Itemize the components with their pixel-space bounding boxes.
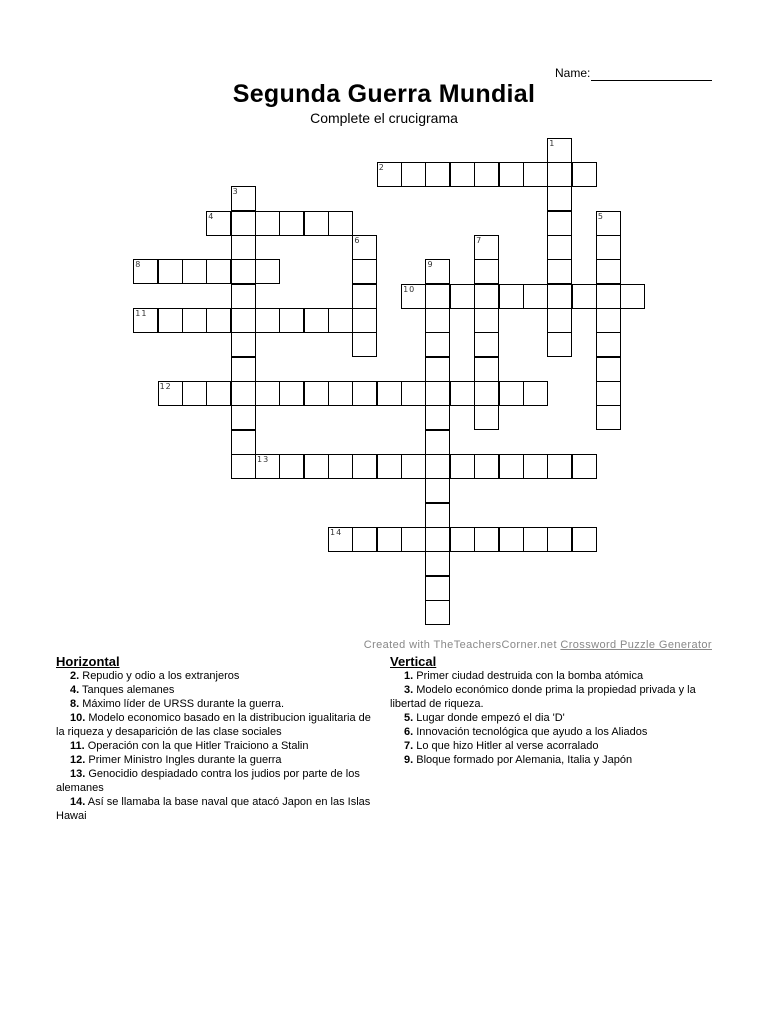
grid-cell[interactable] [231, 381, 256, 406]
clue-number: 6 [354, 235, 361, 245]
grid-cell[interactable] [572, 162, 597, 187]
grid-cell[interactable] [474, 405, 499, 430]
grid-cell[interactable] [304, 454, 329, 479]
clue-text: Modelo economico basado en la distribucion igualitaria de la riqueza y desaparición de las clase sociales [56, 712, 371, 738]
grid-cell[interactable] [352, 381, 377, 406]
grid-cell[interactable] [425, 527, 450, 552]
grid-cell[interactable] [523, 527, 548, 552]
clue-number-label: 3. [404, 684, 414, 696]
down-clue-3 [390, 683, 720, 711]
grid-cell[interactable] [572, 284, 597, 309]
grid-cell[interactable] [425, 284, 450, 309]
clue-number: 2 [378, 162, 385, 172]
across-heading: Horizontal [56, 654, 120, 669]
grid-cell[interactable] [231, 332, 256, 357]
across-clue-10 [56, 711, 378, 739]
clue-number: 8 [135, 260, 142, 270]
grid-cell[interactable] [328, 381, 353, 406]
grid-cell[interactable] [572, 454, 597, 479]
grid-cell[interactable] [523, 381, 548, 406]
grid-cell[interactable] [279, 211, 304, 236]
grid-cell[interactable] [547, 332, 572, 357]
grid-cell[interactable] [547, 162, 572, 187]
grid-cell[interactable] [474, 527, 499, 552]
grid-cell[interactable] [352, 332, 377, 357]
grid-cell[interactable] [499, 454, 524, 479]
grid-cell[interactable] [499, 284, 524, 309]
grid-cell[interactable] [401, 527, 426, 552]
grid-cell[interactable] [304, 211, 329, 236]
grid-cell[interactable] [304, 381, 329, 406]
clue-text: Modelo económico donde prima la propiedad privada y la libertad de riqueza. [390, 684, 696, 710]
clue-number: 3 [232, 187, 239, 197]
grid-cell[interactable] [328, 454, 353, 479]
grid-cell[interactable] [523, 162, 548, 187]
grid-cell[interactable] [401, 454, 426, 479]
grid-cell[interactable] [425, 454, 450, 479]
grid-cell[interactable] [158, 259, 183, 284]
across-clue-8 [56, 697, 378, 711]
grid-cell[interactable] [596, 235, 621, 260]
grid-cell[interactable] [352, 308, 377, 333]
clue-number-label: 7. [404, 740, 414, 752]
clue-text: Repudio y odio a los extranjeros [79, 670, 240, 682]
grid-cell[interactable] [352, 527, 377, 552]
name-label: Name: [555, 66, 591, 80]
grid-cell[interactable] [474, 308, 499, 333]
clue-text: Primer Ministro Ingles durante la guerra [85, 754, 282, 766]
across-clue-list [56, 669, 378, 823]
grid-cell[interactable] [474, 357, 499, 382]
grid-cell[interactable] [547, 527, 572, 552]
down-heading: Vertical [390, 654, 437, 669]
generator-link[interactable]: Crossword Puzzle Generator [560, 639, 712, 651]
grid-cell[interactable] [499, 162, 524, 187]
down-clue-1 [390, 669, 720, 683]
grid-cell[interactable] [377, 454, 402, 479]
grid-cell[interactable] [231, 430, 256, 455]
grid-cell[interactable] [474, 332, 499, 357]
grid-cell[interactable] [231, 308, 256, 333]
grid-cell[interactable] [474, 454, 499, 479]
clue-number-label: 8. [70, 698, 80, 710]
clue-number-label: 12. [70, 754, 86, 766]
grid-cell[interactable] [425, 162, 450, 187]
clue-number: 1 [549, 138, 556, 148]
grid-cell[interactable] [279, 381, 304, 406]
grid-cell[interactable] [182, 259, 207, 284]
grid-cell[interactable] [425, 503, 450, 528]
grid-cell[interactable] [523, 454, 548, 479]
grid-cell[interactable] [547, 308, 572, 333]
clue-number: 13 [257, 455, 270, 465]
grid-cell[interactable] [425, 576, 450, 601]
clue-text: Primer ciudad destruida con la bomba atómica [413, 670, 644, 682]
page-title: Segunda Guerra Mundial [232, 80, 536, 108]
grid-cell[interactable] [231, 454, 256, 479]
down-clue-list [390, 669, 720, 767]
grid-cell[interactable] [425, 478, 450, 503]
clue-number: 7 [476, 235, 483, 245]
clue-number: 5 [597, 211, 604, 221]
down-clue-5 [390, 711, 720, 725]
clue-text: Tanques alemanes [79, 684, 175, 696]
grid-cell[interactable] [231, 405, 256, 430]
clue-number-label: 6. [404, 726, 414, 738]
clue-number: 11 [135, 308, 148, 318]
clue-number: 4 [208, 211, 215, 221]
clue-number: 14 [330, 528, 343, 538]
grid-cell[interactable] [328, 211, 353, 236]
grid-cell[interactable] [206, 381, 231, 406]
across-clue-11 [56, 739, 378, 753]
across-clue-14 [56, 795, 378, 823]
grid-cell[interactable] [572, 527, 597, 552]
grid-cell[interactable] [620, 284, 645, 309]
grid-cell[interactable] [304, 308, 329, 333]
clue-number-label: 2. [70, 670, 80, 682]
grid-cell[interactable] [547, 211, 572, 236]
grid-cell[interactable] [377, 381, 402, 406]
grid-cell[interactable] [352, 284, 377, 309]
across-clue-13 [56, 767, 378, 795]
grid-cell[interactable] [231, 284, 256, 309]
down-clues [390, 654, 720, 767]
clue-number-label: 13. [70, 768, 86, 780]
grid-cell[interactable] [425, 332, 450, 357]
grid-cell[interactable] [425, 381, 450, 406]
grid-cell[interactable] [596, 284, 621, 309]
credit-prefix: Created with TheTeachersCorner.net [363, 639, 557, 651]
grid-cell[interactable] [450, 284, 475, 309]
grid-cell[interactable] [328, 308, 353, 333]
grid-cell[interactable] [450, 381, 475, 406]
grid-cell[interactable] [158, 308, 183, 333]
grid-cell[interactable] [231, 259, 256, 284]
grid-cell[interactable] [596, 381, 621, 406]
grid-cell[interactable] [255, 259, 280, 284]
grid-cell[interactable] [474, 259, 499, 284]
grid-cell[interactable] [596, 405, 621, 430]
clue-number-label: 4. [70, 684, 80, 696]
clue-number-label: 1. [404, 670, 414, 682]
grid-cell[interactable] [499, 527, 524, 552]
clue-number-label: 14. [70, 796, 86, 808]
clue-number: 10 [403, 284, 416, 294]
grid-cell[interactable] [596, 332, 621, 357]
grid-cell[interactable] [255, 381, 280, 406]
grid-cell[interactable] [474, 381, 499, 406]
across-clue-4 [56, 683, 378, 697]
grid-cell[interactable] [206, 259, 231, 284]
grid-cell[interactable] [279, 308, 304, 333]
grid-cell[interactable] [596, 259, 621, 284]
grid-cell[interactable] [547, 454, 572, 479]
clue-text: Bloque formado por Alemania, Italia y Japón [413, 754, 633, 766]
grid-cell[interactable] [450, 162, 475, 187]
grid-cell[interactable] [206, 308, 231, 333]
clue-text: Lo que hizo Hitler al verse acorralado [413, 740, 599, 752]
clue-number-label: 11. [70, 740, 85, 752]
grid-cell[interactable] [450, 454, 475, 479]
grid-cell[interactable] [474, 162, 499, 187]
grid-cell[interactable] [352, 454, 377, 479]
down-clue-7 [390, 739, 720, 753]
grid-cell[interactable] [547, 284, 572, 309]
across-clues [56, 654, 378, 823]
grid-cell[interactable] [596, 357, 621, 382]
grid-cell[interactable] [401, 381, 426, 406]
grid-cell[interactable] [425, 551, 450, 576]
clue-number: 9 [427, 260, 434, 270]
grid-cell[interactable] [425, 600, 450, 625]
grid-cell[interactable] [352, 259, 377, 284]
clue-text: Lugar donde empezó el dia 'D' [413, 712, 565, 724]
clue-text: Así se llamaba la base naval que atacó Japon en las Islas Hawai [56, 796, 371, 822]
across-clue-2 [56, 669, 378, 683]
page-subtitle: Complete el crucigrama [310, 110, 458, 126]
grid-cell[interactable] [182, 381, 207, 406]
clue-text: Operación con la que Hitler Traiciono a Stalin [84, 740, 309, 752]
clue-text: Máximo líder de URSS durante la guerra. [79, 698, 285, 710]
clue-number: 12 [159, 382, 172, 391]
clue-number-label: 5. [404, 712, 414, 724]
clue-text: Genocidio despiadado contra los judios por parte de los alemanes [56, 768, 360, 794]
grid-cell[interactable] [255, 211, 280, 236]
grid-cell[interactable] [547, 235, 572, 260]
down-clue-6 [390, 725, 720, 739]
clue-text: Innovación tecnológica que ayudo a los Aliados [413, 726, 648, 738]
grid-cell[interactable] [474, 284, 499, 309]
grid-cell[interactable] [523, 284, 548, 309]
grid-cell[interactable] [377, 527, 402, 552]
grid-cell[interactable] [182, 308, 207, 333]
grid-cell[interactable] [255, 308, 280, 333]
grid-cell[interactable] [231, 235, 256, 260]
grid-cell[interactable] [425, 405, 450, 430]
grid-cell[interactable] [231, 357, 256, 382]
clue-number-label: 10. [70, 712, 86, 724]
grid-cell[interactable] [401, 162, 426, 187]
grid-cell[interactable] [596, 308, 621, 333]
grid-cell[interactable] [425, 430, 450, 455]
grid-cell[interactable] [450, 527, 475, 552]
grid-cell[interactable] [547, 259, 572, 284]
grid-cell[interactable] [425, 308, 450, 333]
grid-cell[interactable] [547, 186, 572, 211]
grid-cell[interactable] [499, 381, 524, 406]
across-clue-12 [56, 753, 378, 767]
grid-cell[interactable] [231, 211, 256, 236]
clue-number-label: 9. [404, 754, 414, 766]
grid-cell[interactable] [279, 454, 304, 479]
down-clue-9 [390, 753, 720, 767]
grid-cell[interactable] [425, 357, 450, 382]
credit-line [364, 639, 712, 651]
